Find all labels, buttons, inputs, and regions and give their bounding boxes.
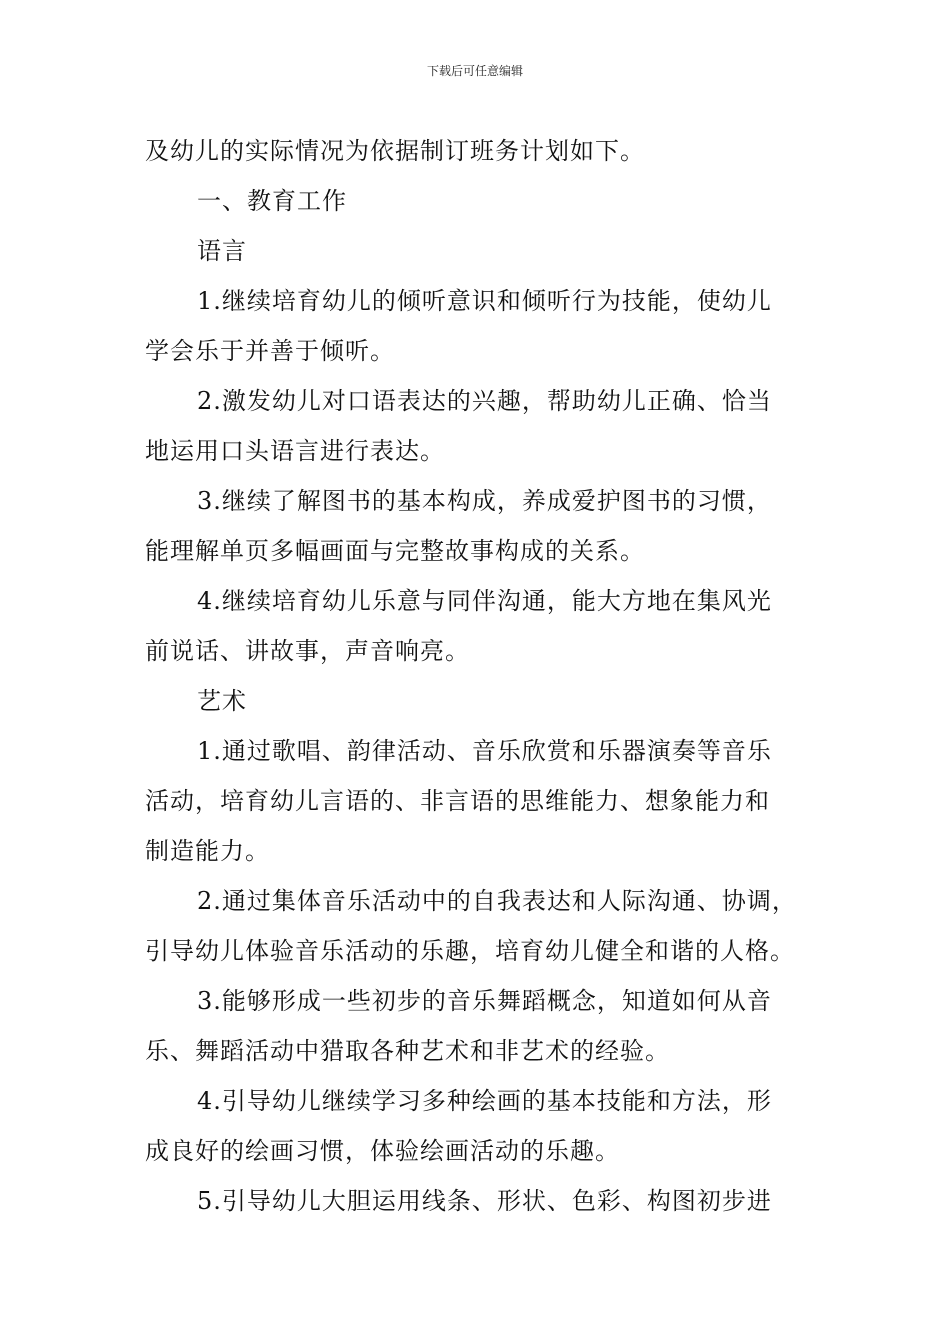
text-line: 前说话、讲故事，声音响亮。	[145, 637, 470, 665]
heading-art	[145, 676, 825, 726]
text-line: 成良好的绘画习惯，体验绘画活动的乐趣。	[145, 1137, 620, 1165]
text-line: 4.引导幼儿继续学习多种绘画的基本技能和方法，形	[197, 1087, 772, 1115]
text-line: 艺术	[197, 687, 247, 715]
document-body	[145, 126, 825, 1226]
text-line: 活动，培育幼儿言语的、非言语的思维能力、想象能力和	[145, 787, 770, 815]
text-line: 一、教育工作	[197, 187, 347, 215]
text-line: 能理解单页多幅画面与完整故事构成的关系。	[145, 537, 645, 565]
text-line: 1.继续培育幼儿的倾听意识和倾听行为技能，使幼儿	[197, 287, 772, 315]
paragraph-language-3	[145, 476, 825, 576]
paragraph-art-5	[145, 1176, 825, 1226]
text-line: 学会乐于并善于倾听。	[145, 337, 395, 365]
paragraph-art-3	[145, 976, 825, 1076]
text-line: 语言	[197, 237, 247, 265]
heading-language	[145, 226, 825, 276]
text-line: 地运用口头语言进行表达。	[145, 437, 445, 465]
text-line: 及幼儿的实际情况为依据制订班务计划如下。	[145, 137, 645, 165]
text-line: 5.引导幼儿大胆运用线条、形状、色彩、构图初步进	[197, 1187, 772, 1215]
text-line: 3.继续了解图书的基本构成，养成爱护图书的习惯，	[197, 487, 772, 515]
paragraph-language-2	[145, 376, 825, 476]
paragraph-art-4	[145, 1076, 825, 1176]
text-line: 3.能够形成一些初步的音乐舞蹈概念，知道如何从音	[197, 987, 772, 1015]
text-line: 制造能力。	[145, 837, 270, 865]
text-line: 1.通过歌唱、韵律活动、音乐欣赏和乐器演奏等音乐	[197, 737, 772, 765]
page-header: 下载后可任意编辑	[426, 64, 523, 78]
text-line: 2.通过集体音乐活动中的自我表达和人际沟通、协调，	[197, 887, 797, 915]
text-line: 引导幼儿体验音乐活动的乐趣，培育幼儿健全和谐的人格。	[145, 937, 795, 965]
paragraph-art-1	[145, 726, 825, 876]
paragraph-language-4	[145, 576, 825, 676]
paragraph-art-2	[145, 876, 825, 976]
paragraph-language-1	[145, 276, 825, 376]
paragraph-intro	[145, 126, 825, 176]
text-line: 乐、舞蹈活动中猎取各种艺术和非艺术的经验。	[145, 1037, 670, 1065]
heading-education-work	[145, 176, 825, 226]
text-line: 4.继续培育幼儿乐意与同伴沟通，能大方地在集风光	[197, 587, 772, 615]
text-line: 2.激发幼儿对口语表达的兴趣，帮助幼儿正确、恰当	[197, 387, 772, 415]
